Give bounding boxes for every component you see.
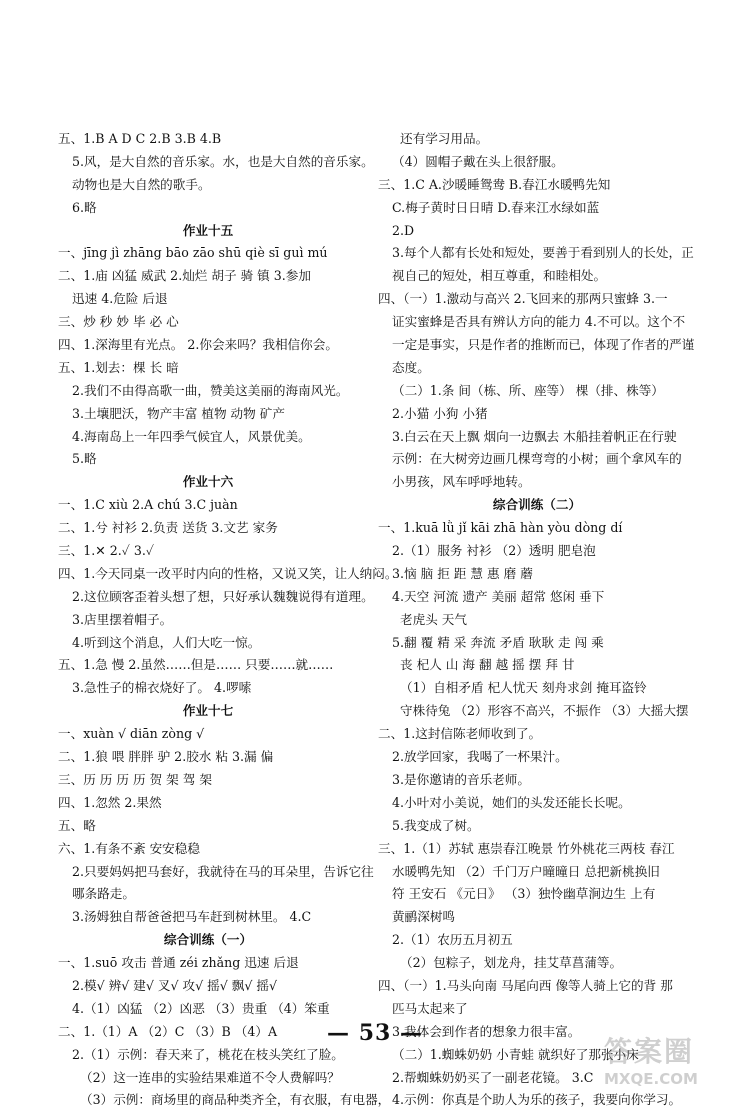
answer-line: 还有学习用品。 [400, 131, 489, 146]
answer-line: 四、1.深海里有光点。 2.你会来吗？我相信你会。 [58, 337, 338, 353]
answer-line: 4.海南岛上一年四季气候宜人，风景优美。 [72, 428, 311, 444]
answer-line: 3.是你邀请的音乐老师。 [392, 771, 530, 787]
answer-line: 3.土壤肥沃，物产丰富 植物 动物 矿产 [72, 405, 285, 421]
answer-line: 老虎头 天气 [400, 611, 467, 627]
answer-line: 小男孩，风车呼呼地转。 [392, 474, 531, 490]
answer-line: （2）包粽子，划龙舟，挂艾草菖蒲等。 [400, 955, 623, 971]
answer-line: 3.店里摆着帽子。 [72, 611, 173, 627]
answer-line: 二、1.狼 喂 胖胖 驴 2.胶水 粘 3.漏 偏 [58, 749, 274, 765]
answer-line: 一、xuàn √ diān zòng √ [58, 726, 205, 742]
answer-line: 一、1.kuā lǜ jǐ kāi zhā hàn yòu dòng dí [378, 520, 623, 536]
answer-line: 二、1.这封信陈老师收到了。 [378, 726, 542, 742]
answer-line: 四、（一）1.马头向南 马尾向西 像等人骑上它的背 那 [378, 977, 673, 993]
answer-line: 4.天空 河流 遗产 美丽 超常 悠闲 垂下 [392, 588, 605, 604]
answer-line: 2.（1）农历五月初五 [392, 932, 513, 948]
watermark-top-text: 答案圈 [604, 1035, 695, 1068]
answer-line: 水暖鸭先知 （2）千门万户曈曈日 总把新桃换旧 [392, 863, 660, 879]
answer-line: 3.我体会到作者的想象力很丰富。 [392, 1023, 581, 1039]
section-heading: 作业十六 [182, 474, 234, 490]
answer-line: 3.急性子的棉衣烧好了。 4.啰嗦 [72, 680, 252, 696]
answer-line: 态度。 [392, 359, 430, 375]
answer-line: 5.翻 覆 精 采 奔流 矛盾 耿耿 走 闯 乘 [392, 634, 604, 650]
answer-line: 3.汤姆独自帮爸爸把马车赶到树林里。 4.C [72, 909, 312, 925]
answer-line: 5.风，是大自然的音乐家。水，也是大自然的音乐家。 [72, 153, 374, 169]
section-heading: 综合训练（一） [163, 932, 253, 948]
answer-line: 二、1.庙 凶猛 威武 2.灿烂 胡子 骑 镇 3.参加 [58, 268, 311, 284]
answer-line: 4.（1）凶猛 （2）凶恶 （3）贵重 （4）笨重 [72, 1000, 330, 1016]
answer-line: 哪条路走。 [72, 886, 135, 902]
answer-line: 迅速 4.危险 后退 [72, 291, 168, 307]
answer-line: 三、炒 秒 妙 毕 必 心 [58, 314, 179, 330]
answer-line: 四、（一）1.激动与高兴 2.飞回来的那两只蜜蜂 3.一 [378, 291, 668, 307]
answer-line: 5.略 [72, 451, 97, 467]
answer-line: 匹马太起来了 [392, 1000, 468, 1016]
answer-line: 三、1.（1）苏轼 惠崇春江晚景 竹外桃花三两枝 春江 [378, 840, 675, 856]
answer-line: 视自己的短处，相互尊重，和睦相处。 [392, 268, 607, 284]
answer-line: 二、1.（1）A （2）C （3）B （4）A [58, 1023, 278, 1039]
answer-line: 2.（1）示例：春天来了，桃花在枝头笑红了脸。 [72, 1046, 344, 1062]
answer-line: 守株待兔 （2）形容不高兴，不振作 （3）大摇大摆 [400, 703, 689, 719]
answer-line: 6.略 [72, 199, 97, 215]
answer-line: 3.恼 脑 拒 距 慧 惠 磨 蘑 [392, 565, 533, 581]
answer-line: （1）自相矛盾 杞人忧天 刻舟求剑 掩耳盗铃 [400, 680, 647, 696]
right-column [378, 128, 696, 1112]
answer-line: 五、1.划去：棵 长 暗 [58, 359, 179, 375]
answer-line: 示例：在大树旁边画几棵弯弯的小树；画个拿风车的 [392, 451, 682, 467]
answer-line: 五、1.急 慢 2.虽然……但是…… 只要……就…… [58, 657, 334, 673]
section-heading: 作业十七 [182, 703, 234, 719]
answer-line: （二）1.条 间（栋、所、座等） 棵（排、株等） [392, 382, 664, 398]
answer-line: 2.这位顾客歪着头想了想，只好承认魏魏说得有道理。 [72, 588, 374, 604]
answer-line: 2.D [392, 222, 415, 238]
answer-line: 3.每个人都有长处和短处，要善于看到别人的长处，正 [392, 245, 694, 261]
watermark-logo [604, 1030, 734, 1090]
answer-line: 5.我变成了树。 [392, 817, 480, 833]
answer-line: 4.听到这个消息，人们大吃一惊。 [72, 634, 261, 650]
answer-line: 4.示例：你真是个助人为乐的孩子，我要向你学习。 [392, 1092, 682, 1108]
answer-line: 三、历 历 历 历 贺 架 驾 架 [58, 771, 212, 787]
answer-line: 2.（1）服务 衬衫 （2）透明 肥皂泡 [392, 543, 596, 559]
answer-line: 2.我们不由得高歌一曲，赞美这美丽的海南风光。 [72, 382, 349, 398]
answer-line: 2.放学回家，我喝了一杯果汁。 [392, 749, 568, 765]
answer-line: （4）圆帽子戴在头上很舒服。 [392, 153, 564, 169]
answer-line: 一、1.C xiù 2.A chú 3.C juàn [58, 497, 238, 513]
answer-line: 2.小猫 小狗 小猪 [392, 405, 488, 421]
answer-line: 3.白云在天上飘 烟向一边飘去 木船挂着帆正在行驶 [392, 428, 677, 444]
answer-line: 2.只要妈妈把马套好，我就待在马的耳朵里，告诉它往 [72, 863, 374, 879]
answer-line: 黄鹂深树鸣 [392, 909, 455, 925]
answer-line: 三、1.✕ 2.✓ 3.✓ [58, 543, 155, 559]
answer-line: 五、1.B A D C 2.B 3.B 4.B [58, 131, 222, 146]
watermark-bottom-text: MXQE.COM [604, 1070, 698, 1088]
answer-line: 动物也是大自然的歌手。 [72, 176, 211, 192]
answer-line: 六、1.有条不紊 安安稳稳 [58, 840, 200, 856]
answer-line: 四、1.忽然 2.果然 [58, 794, 162, 810]
answer-line: 五、略 [58, 817, 96, 833]
answer-line: 2.模√ 辨√ 建√ 叉√ 攻√ 摇√ 飘√ 摇√ [72, 977, 277, 993]
answer-line: 二、1.兮 衬衫 2.负责 送货 3.文艺 家务 [58, 520, 278, 536]
answer-line: （2）这一连串的实验结果难道不令人费解吗？ [80, 1069, 340, 1085]
answer-line: 4.小叶对小美说，她们的头发还能长长呢。 [392, 794, 631, 810]
page-number: — 53 — [327, 1020, 423, 1046]
answer-line: 证实蜜蜂是否具有辨认方向的能力 4.不可以。这个不 [392, 314, 686, 330]
answer-line: 符 王安石 《元日》 （3）独怜幽草涧边生 上有 [392, 886, 656, 902]
answer-line: C.梅子黄时日日晴 D.春来江水绿如蓝 [392, 199, 600, 215]
section-heading: 综合训练（二） [492, 497, 582, 513]
answer-line: 一定是事实，只是作者的推断而已，体现了作者的严谨 [392, 337, 695, 353]
answer-line: 一、jīng jì zhāng bāo zāo shū qiè sī guì mú [58, 245, 328, 261]
answer-line: （3）示例：商场里的商品种类齐全，有衣服，有电器， [80, 1092, 391, 1108]
answer-line: 一、1.suō 攻击 普通 zéi zhǎng 迅速 后退 [58, 955, 299, 971]
answer-line: （二）1.蜘蛛奶奶 小青蛙 就织好了那张小床 [392, 1046, 639, 1062]
answer-line: 四、1.今天同桌一改平时内向的性格，又说又笑，让人纳闷。 [58, 565, 398, 581]
section-heading: 作业十五 [182, 222, 234, 238]
answer-line: 丧 杞人 山 海 翻 越 摇 摆 拜 甘 [400, 657, 575, 673]
answer-line: 2.帮蜘蛛奶奶买了一副老花镜。 3.C [392, 1069, 594, 1085]
answer-line: 三、1.C A.沙暖睡鸳鸯 B.春江水暖鸭先知 [378, 176, 611, 192]
